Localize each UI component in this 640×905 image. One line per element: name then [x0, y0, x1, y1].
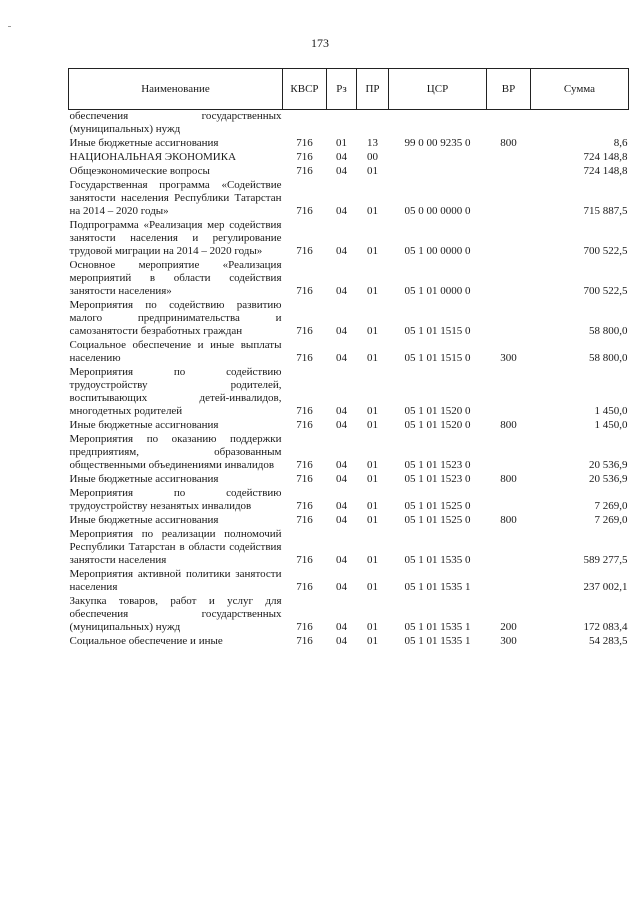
header-kvsr: КВСР: [283, 69, 327, 110]
cell-csr: 05 1 01 1535 1: [404, 581, 471, 593]
cell-name: Мероприятия по содействию трудоустройству родителей, воспитывающих детей-инвалидов, многодетных родителей: [69, 366, 282, 417]
cell-kvsr: 716: [296, 635, 313, 647]
cell-csr: 05 1 01 1523 0: [404, 473, 471, 485]
cell-name: Социальное обеспечение и иные: [69, 635, 223, 647]
cell-sum: 700 522,5: [583, 285, 628, 297]
cell-vr: 800: [500, 137, 517, 149]
cell-pr: 01: [367, 459, 378, 471]
header-pr: ПР: [357, 69, 389, 110]
cell-vr: [487, 486, 531, 513]
cell-vr: 300: [500, 352, 517, 364]
cell-pr: 01: [367, 285, 378, 297]
cell-rz: [327, 110, 357, 137]
table-row: [69, 567, 629, 594]
cell-pr: 01: [367, 635, 378, 647]
cell-pr: [357, 110, 389, 137]
cell-kvsr: 716: [296, 205, 313, 217]
table-row: [69, 513, 629, 527]
cell-vr: [487, 365, 531, 418]
cell-name: Государственная программа «Содействие занятости населения Республики Татарстан на 2014 – 2020 годы»: [69, 179, 282, 217]
cell-rz: 04: [336, 245, 347, 257]
table-row: [69, 338, 629, 365]
table-row: [69, 365, 629, 418]
cell-pr: 01: [367, 473, 378, 485]
cell-csr: [389, 150, 487, 164]
cell-name: обеспечения государственных (муниципальных) нужд: [69, 110, 282, 135]
cell-kvsr: 716: [296, 245, 313, 257]
cell-rz: 04: [336, 285, 347, 297]
cell-kvsr: 716: [296, 419, 313, 431]
cell-kvsr: 716: [296, 459, 313, 471]
cell-name: Мероприятия активной политики занятости населения: [69, 568, 282, 593]
cell-pr: 01: [367, 514, 378, 526]
cell-rz: 04: [336, 405, 347, 417]
cell-name: Мероприятия по оказанию поддержки предприятиям, образованным общественными объединениями инвалидов: [69, 433, 282, 471]
cell-kvsr: 716: [296, 285, 313, 297]
cell-name: Общеэкономические вопросы: [69, 165, 210, 177]
cell-csr: 99 0 00 9235 0: [404, 137, 471, 149]
cell-kvsr: 716: [296, 581, 313, 593]
cell-vr: [487, 164, 531, 178]
cell-rz: 04: [336, 581, 347, 593]
cell-sum: 7 269,0: [594, 514, 628, 526]
cell-pr: 01: [367, 245, 378, 257]
cell-csr: 05 1 01 1520 0: [404, 419, 471, 431]
cell-pr: 01: [367, 621, 378, 633]
cell-rz: 04: [336, 205, 347, 217]
header-sum: Сумма: [531, 69, 629, 110]
cell-vr: [487, 432, 531, 472]
cell-sum: [531, 110, 629, 137]
cell-sum: 1 450,0: [594, 405, 628, 417]
cell-vr: 800: [500, 514, 517, 526]
cell-rz: 04: [336, 473, 347, 485]
cell-sum: 58 800,0: [589, 325, 628, 337]
table-row: [69, 472, 629, 486]
cell-pr: 01: [367, 581, 378, 593]
cell-csr: 05 1 01 1535 1: [404, 635, 471, 647]
cell-name: Подпрограмма «Реализация мер содействия занятости населения и регулирование трудовой миграции на 2014 – 2020 годы»: [69, 219, 282, 257]
table-row: [69, 218, 629, 258]
cell-sum: 172 083,4: [583, 621, 628, 633]
cell-sum: 8,6: [613, 137, 628, 149]
header-csr: ЦСР: [389, 69, 487, 110]
cell-vr: [487, 258, 531, 298]
cell-name: Иные бюджетные ассигнования: [69, 419, 219, 431]
cell-vr: [487, 150, 531, 164]
cell-csr: 05 0 00 0000 0: [404, 205, 471, 217]
table-row: [69, 110, 629, 137]
cell-name: Мероприятия по содействию развитию малого предпринимательства и самозанятости безработных граждан: [69, 299, 282, 337]
cell-sum: 237 002,1: [583, 581, 628, 593]
cell-sum: 58 800,0: [589, 352, 628, 364]
cell-csr: [389, 110, 487, 137]
cell-kvsr: 716: [296, 325, 313, 337]
cell-sum: 1 450,0: [594, 419, 628, 431]
margin-mark: [8, 26, 11, 27]
cell-pr: 01: [367, 405, 378, 417]
cell-csr: [389, 164, 487, 178]
cell-rz: 04: [336, 151, 347, 163]
cell-rz: 04: [336, 325, 347, 337]
cell-rz: 04: [336, 635, 347, 647]
cell-pr: 01: [367, 165, 378, 177]
cell-name: Иные бюджетные ассигнования: [69, 514, 219, 526]
cell-name: Основное мероприятие «Реализация мероприятий в области содействия занятости населения»: [69, 259, 282, 297]
cell-vr: 200: [500, 621, 517, 633]
cell-kvsr: [283, 110, 327, 137]
page-number: 173: [311, 36, 329, 50]
table-row: [69, 432, 629, 472]
cell-pr: 01: [367, 554, 378, 566]
cell-csr: 05 1 01 1515 0: [404, 325, 471, 337]
cell-vr: [487, 110, 531, 137]
cell-rz: 04: [336, 419, 347, 431]
cell-name: Закупка товаров, работ и услуг для обеспечения государственных (муниципальных) нужд: [69, 595, 282, 633]
table-body: [69, 110, 629, 649]
cell-sum: 589 277,5: [583, 554, 628, 566]
table-row: [69, 527, 629, 567]
cell-csr: 05 1 01 1523 0: [404, 459, 471, 471]
table-row: [69, 150, 629, 164]
cell-pr: 01: [367, 352, 378, 364]
cell-vr: [487, 178, 531, 218]
cell-name: Мероприятия по содействию трудоустройству незанятых инвалидов: [69, 487, 282, 512]
cell-sum: 20 536,9: [589, 473, 628, 485]
table-row: [69, 594, 629, 634]
cell-pr: 01: [367, 205, 378, 217]
cell-sum: 724 148,8: [583, 151, 628, 163]
cell-kvsr: 716: [296, 137, 313, 149]
header-vr: ВР: [487, 69, 531, 110]
cell-sum: 7 269,0: [594, 500, 628, 512]
cell-kvsr: 716: [296, 352, 313, 364]
cell-sum: 54 283,5: [589, 635, 628, 647]
cell-rz: 04: [336, 554, 347, 566]
table-row: [69, 136, 629, 150]
cell-sum: 724 148,8: [583, 165, 628, 177]
cell-vr: [487, 527, 531, 567]
cell-name: Иные бюджетные ассигнования: [69, 137, 219, 149]
cell-csr: 05 1 01 0000 0: [404, 285, 471, 297]
cell-name: Мероприятия по реализации полномочий Республики Татарстан в области содействия занятости населения: [69, 528, 282, 566]
cell-vr: [487, 567, 531, 594]
cell-rz: 04: [336, 352, 347, 364]
cell-pr: 01: [367, 500, 378, 512]
table-row: [69, 634, 629, 648]
cell-pr: 01: [367, 325, 378, 337]
cell-vr: [487, 218, 531, 258]
cell-kvsr: 716: [296, 405, 313, 417]
cell-vr: 800: [500, 419, 517, 431]
cell-vr: [487, 298, 531, 338]
cell-rz: 01: [336, 137, 347, 149]
cell-rz: 04: [336, 514, 347, 526]
cell-kvsr: 716: [296, 165, 313, 177]
cell-csr: 05 1 00 0000 0: [404, 245, 471, 257]
table-header-row: [69, 69, 629, 110]
cell-rz: 04: [336, 621, 347, 633]
table-row: [69, 418, 629, 432]
cell-csr: 05 1 01 1515 0: [404, 352, 471, 364]
cell-rz: 04: [336, 459, 347, 471]
cell-csr: 05 1 01 1535 0: [404, 554, 471, 566]
table-row: [69, 164, 629, 178]
cell-rz: 04: [336, 500, 347, 512]
cell-kvsr: 716: [296, 500, 313, 512]
cell-kvsr: 716: [296, 514, 313, 526]
cell-kvsr: 716: [296, 473, 313, 485]
cell-name: Социальное обеспечение и иные выплаты населению: [69, 339, 282, 364]
cell-csr: 05 1 01 1525 0: [404, 500, 471, 512]
cell-csr: 05 1 01 1520 0: [404, 405, 471, 417]
cell-kvsr: 716: [296, 621, 313, 633]
cell-pr: 00: [367, 151, 378, 163]
cell-name: НАЦИОНАЛЬНАЯ ЭКОНОМИКА: [69, 151, 237, 163]
cell-csr: 05 1 01 1535 1: [404, 621, 471, 633]
cell-pr: 13: [367, 137, 378, 149]
table-row: [69, 486, 629, 513]
table-row: [69, 258, 629, 298]
cell-rz: 04: [336, 165, 347, 177]
header-rz: Рз: [327, 69, 357, 110]
cell-sum: 700 522,5: [583, 245, 628, 257]
cell-name: Иные бюджетные ассигнования: [69, 473, 219, 485]
cell-sum: 20 536,9: [589, 459, 628, 471]
table-row: [69, 298, 629, 338]
cell-kvsr: 716: [296, 151, 313, 163]
cell-pr: 01: [367, 419, 378, 431]
cell-vr: 300: [500, 635, 517, 647]
cell-sum: 715 887,5: [583, 205, 628, 217]
table-row: [69, 178, 629, 218]
budget-table: [68, 68, 629, 648]
cell-vr: 800: [500, 473, 517, 485]
header-name: Наименование: [69, 69, 283, 110]
cell-csr: 05 1 01 1525 0: [404, 514, 471, 526]
cell-kvsr: 716: [296, 554, 313, 566]
